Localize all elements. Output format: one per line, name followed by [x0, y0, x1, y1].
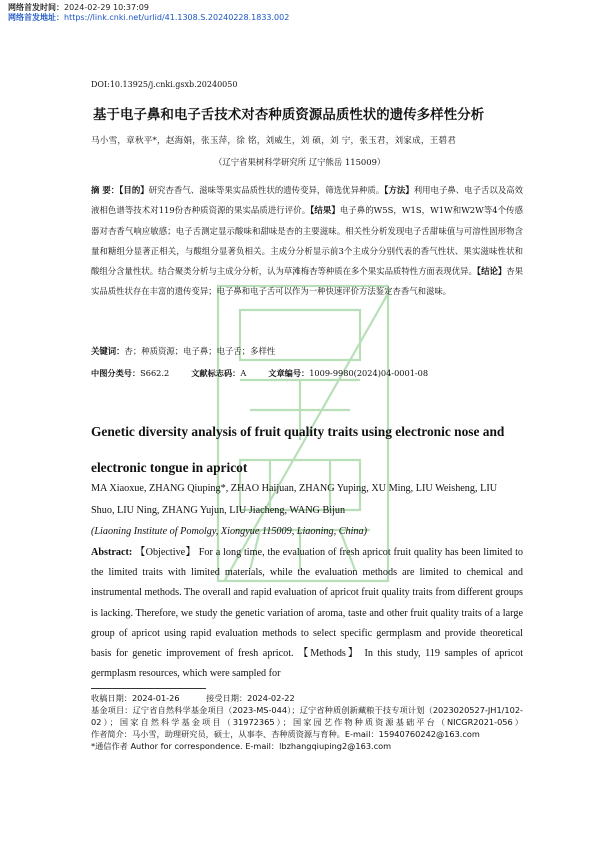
online-publish-time	[8, 3, 149, 13]
accepted-value: 2024-02-22	[247, 693, 295, 703]
cn-abstract-label: 摘 要：	[91, 185, 120, 195]
english-authors: MA Xiaoxue, ZHANG Qiuping*, ZHAO Haijuan, ZHANG Yuping, XU Ming, LIU Weisheng, LIU Shuo, LIU Ning, ZHANG Yujun, LIU Jiacheng, WANG Bijun	[91, 483, 498, 516]
fund-info: 基金项目：辽宁省自然科学基金项目（2023-MS-044）；辽宁省种质创新藏粮于技专项计划（2023020527-JH1/102-02）；国家自然科学基金项目（31972365）；国家园艺作物种质资源基础平台（NICGR2021-056）	[91, 705, 523, 727]
footnote-divider	[91, 688, 206, 689]
cn-keywords-label: 关键词：	[91, 346, 125, 356]
en-objective-text: For a long time, the evaluation of fresh apricot fruit quality has been limited to the limited traits with limited materials, while the evaluation methods are limited to chemical and instrumental methods. The overall and rapid evaluation of apricot fruit quality traits from different groups is lacking. Therefore, we study the genetic variation of aroma, taste and other fruit quality traits of a large group of apricot using rapid evaluation methods to select specific germplasm and provide theoretical basis for genetic improvement of fresh apricot.	[91, 547, 524, 660]
received-value: 2024-01-26	[131, 693, 180, 703]
clc-label: 中图分类号：	[91, 368, 141, 378]
author-bio: 作者简介：马小雪，助理研究员，硕士，从事李、杏种质资源与育种。E-mail：15940760242@163.com	[91, 729, 480, 739]
cn-results-label: 【结果】	[310, 205, 340, 216]
doi: DOI:10.13925/j.cnki.gsxb.20240050	[91, 80, 238, 89]
online-publish-url-link[interactable]: https://link.cnki.net/urlid/41.1308.S.20240228.1833.002	[64, 13, 290, 22]
cn-conclusion-label: 【结论】	[476, 266, 507, 277]
chinese-authors: 马小雪，章秋平*，赵海娟，张玉萍，徐 铭，刘威生，刘 硕，刘 宁，张玉君，刘家成，王碧君	[91, 136, 457, 146]
article-no-value: 1009-9980(2024)04-0001-08	[309, 368, 429, 378]
en-methods-label: 【Methods】	[298, 648, 360, 660]
english-title: Genetic diversity analysis of fruit quality traits using electronic nose and electronic tongue in apricot	[91, 424, 505, 475]
cn-methods-text: 利用电子鼻、电子舌以及高效液相色谱等技术对119份杏种质资源的果实品质进行评价。	[91, 185, 524, 216]
online-publish-url	[8, 13, 289, 23]
english-affiliation: (Liaoning Institute of Pomolgy, Xiongyue 115009, Liaoning, China)	[91, 526, 367, 537]
en-objective-label: 【Objective】	[135, 547, 196, 558]
doc-code-value: A	[240, 368, 247, 378]
cn-methods-label: 【方法】	[384, 185, 414, 195]
cn-keywords-value: 杏；种质资源；电子鼻；电子舌；多样性	[124, 346, 276, 356]
accepted-label: 接受日期：	[206, 693, 248, 703]
footnotes	[91, 692, 523, 752]
en-abstract-label: Abstract:	[91, 547, 133, 558]
online-publish-url-label: 网络首发地址：	[8, 13, 64, 22]
cn-objective-text: 研究杏香气、滋味等果实品质性状的遗传变异，筛选优异种质。	[148, 185, 385, 195]
dates-row	[91, 692, 523, 704]
cn-objective-label: 【目的】	[119, 185, 149, 195]
article-no-label: 文章编号：	[268, 368, 310, 378]
chinese-affiliation: （辽宁省果树科学研究所 辽宁熊岳 115009）	[214, 157, 386, 167]
classification-line	[91, 368, 428, 379]
chinese-abstract	[91, 180, 523, 302]
chinese-title: 基于电子鼻和电子舌技术对杏种质资源品质性状的遗传多样性分析	[93, 107, 485, 123]
online-publish-time-label: 网络首发时间：	[8, 3, 64, 12]
chinese-keywords	[91, 345, 275, 357]
cn-results-text: 电子鼻的W5S，W1S，W1W和W2W等4个传感器对杏香气响应敏感；电子舌测定显示酸味和甜味是杏的主要滋味。相关性分析发现电子舌甜味值与可溶性固形物含量和糖组分显著正相关，与酸组分显著负相关。主成分分析显示前3个主成分分别代表的香气性状、果实滋味性状和酸组分含量性状。结合聚类分析与主成分分析，认为草滩梅杏等种质在多个果实品质特性方面表现优异。	[91, 205, 524, 277]
online-publish-time-value: 2024-02-29 10:37:09	[64, 3, 149, 12]
en-methods-text: In this study, 119 samples of apricot germplasm resources, which were sampled for	[91, 648, 524, 680]
received-label: 收稿日期：	[91, 693, 132, 703]
corresponding-author: *通信作者 Author for correspondence. E-mail：lbzhangqiuping2@163.com	[91, 741, 392, 751]
clc-value: S662.2	[140, 368, 170, 378]
doc-code-label: 文献标志码：	[191, 368, 241, 378]
cn-conclusion-text: 杏果实品质性状存在丰富的遗传变异；电子鼻和电子舌可以作为一种快速评价方法鉴定杏香气和滋味。	[91, 266, 523, 297]
english-abstract	[91, 543, 523, 684]
